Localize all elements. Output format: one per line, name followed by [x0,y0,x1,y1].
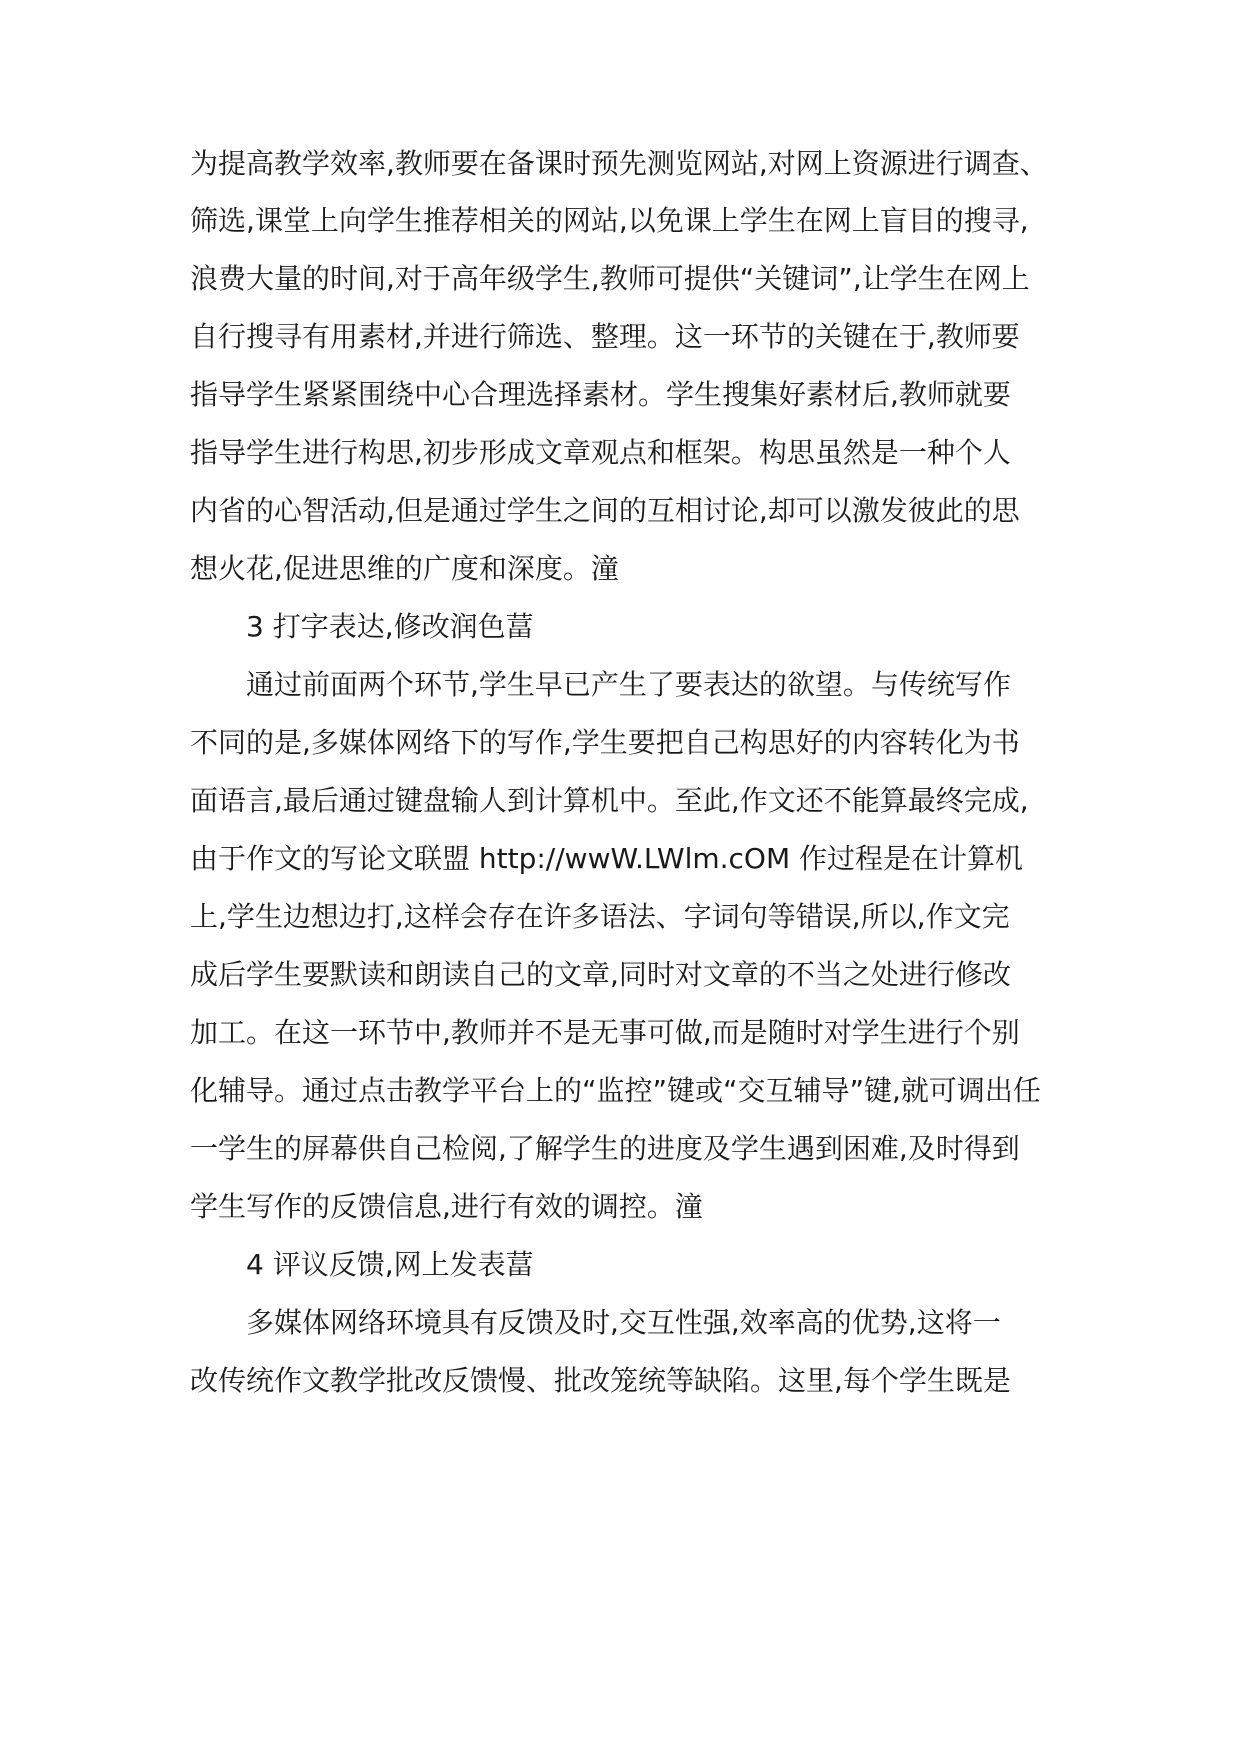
section-heading: 3 打字表达,修改润色葍 [246,610,534,643]
text-line: 改传统作文教学批改反馈慢、批改笼统等缺陷。这里,每个学生既是 [190,1364,1011,1397]
text-line: 不同的是,多媒体网络下的写作,学生要把自己构思好的内容转化为书 [190,726,1020,759]
text-line: 通过前面两个环节,学生早已产生了要表达的欲望。与传统写作 [246,668,1011,701]
section-heading: 4 评议反馈,网上发表葍 [246,1248,534,1281]
text-line: 化辅导。通过点击教学平台上的“监控”键或“交互辅导”键,就可调出任 [190,1074,1041,1107]
text-line: 为提高教学效率,教师要在备课时预先测览网站,对网上资源进行调查、 [190,147,1048,180]
text-line: 浪费大量的时间,对于高年级学生,教师可提供“关键词”,让学生在网上 [190,262,1030,295]
text-line: 由于作文的写论文联盟 http://wwW.LWlm.cOM 作过程是在计算机 [190,842,1024,875]
text-line: 内省的心智活动,但是通过学生之间的互相讨论,却可以激发彼此的思 [190,494,1020,527]
text-line: 筛选,课堂上向学生推荐相关的网站,以免课上学生在网上盲目的搜寻, [190,204,1029,237]
text-line: 指导学生紧紧围绕中心合理选择素材。学生搜集好素材后,教师就要 [190,378,1011,411]
text-line: 成后学生要默读和朗读自己的文章,同时对文章的不当之处进行修改 [190,958,1011,991]
text-line: 加工。在这一环节中,教师并不是无事可做,而是随时对学生进行个别 [190,1016,1020,1049]
text-line: 上,学生边想边打,这样会存在许多语法、字词句等错误,所以,作文完 [190,900,1010,933]
text-line: 自行搜寻有用素材,并进行筛选、整理。这一环节的关键在于,教师要 [190,320,1020,353]
text-line: 多媒体网络环境具有反馈及时,交互性强,效率高的优势,这将一 [246,1306,1001,1339]
text-line: 指导学生进行构思,初步形成文章观点和框架。构思虽然是一种个人 [190,436,1011,469]
text-line: 想火花,促进思维的广度和深度。潼 [190,552,619,585]
text-line: 一学生的屏幕供自己检阅,了解学生的进度及学生遇到困难,及时得到 [190,1132,1020,1165]
text-line: 面语言,最后通过键盘输人到计算机中。至此,作文还不能算最终完成, [190,784,1029,817]
text-line: 学生写作的反馈信息,进行有效的调控。潼 [190,1190,703,1223]
